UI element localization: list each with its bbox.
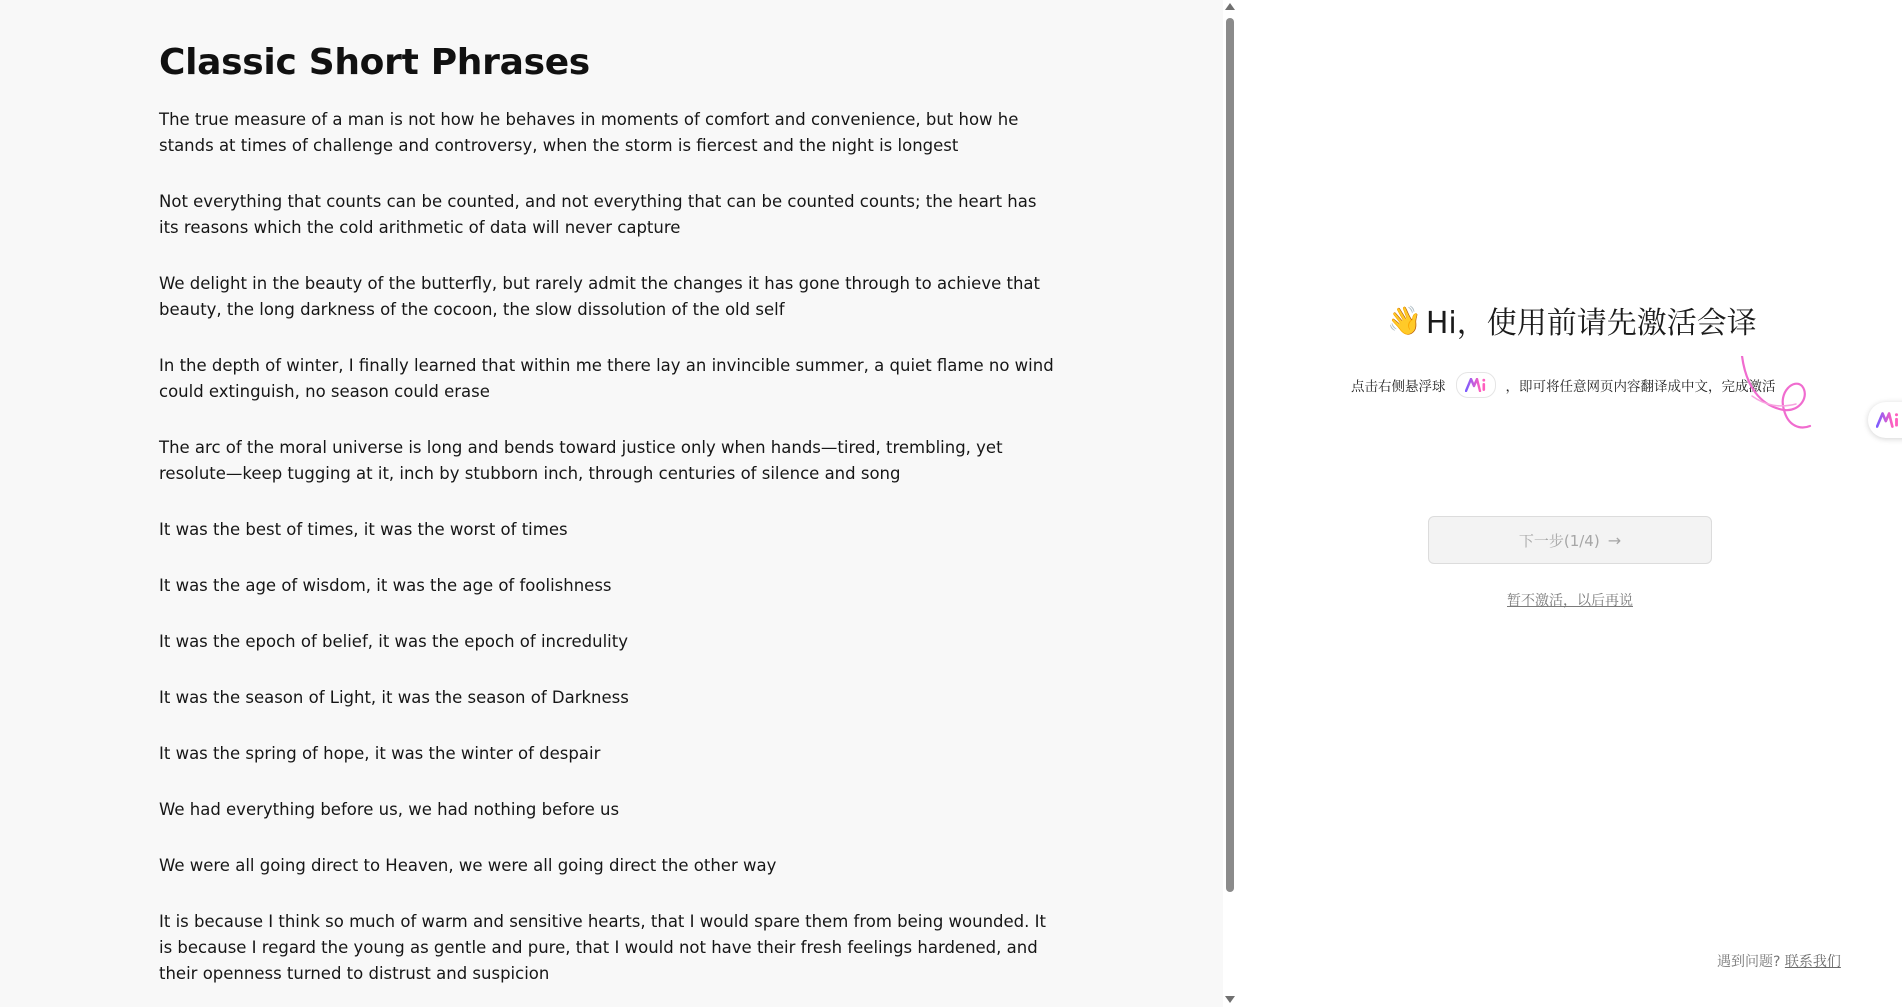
scrollbar-thumb[interactable]	[1226, 18, 1234, 892]
phrase-paragraph: We delight in the beauty of the butterfly, but rarely admit the changes it has gone through to achieve that beauty, the long darkness of the cocoon, the slow dissolution of the old self	[159, 274, 1041, 319]
waving-hand-icon: 👋	[1387, 303, 1422, 337]
instruction-text-before: 点击右侧悬浮球	[1351, 379, 1446, 395]
next-step-button[interactable]	[1428, 516, 1712, 564]
scroll-up-arrow-icon[interactable]	[1225, 3, 1235, 10]
phrase-paragraph: It was the spring of hope, it was the winter of despair	[159, 744, 601, 763]
app-logo-pill	[1456, 372, 1496, 398]
phrase-paragraph: It was the best of times, it was the worst of times	[159, 520, 568, 539]
phrase-paragraph: It was the epoch of belief, it was the epoch of incredulity	[159, 632, 628, 651]
phrase-paragraph: It was the season of Light, it was the season of Darkness	[159, 688, 629, 707]
contact-us-link[interactable]: 联系我们	[1784, 954, 1841, 970]
article-content	[159, 42, 1059, 1007]
phrase-paragraph: It was the age of wisdom, it was the age of foolishness	[159, 576, 612, 595]
phrase-paragraph: The arc of the moral universe is long and bends toward justice only when hands—tired, trembling, yet resolute—keep tugging at it, inch by stubborn inch, through centuries of silence and song	[159, 438, 1003, 483]
phrase-paragraph: The true measure of a man is not how he behaves in moments of comfort and convenience, but how he stands at times of challenge and controversy, when the storm is fiercest and the night is longest	[159, 110, 1019, 155]
arrow-right-icon: →	[1607, 530, 1622, 550]
phrase-paragraph: It is because I think so much of warm and sensitive hearts, that I would spare them from being wounded. It is because I regard the young as gentle and pure, that I would not have their fresh feelings hardened, and their openness turned to distrust and suspicion	[159, 912, 1046, 983]
skip-activation-link[interactable]: 暂不激活，以后再说	[1507, 593, 1633, 609]
app-logo-icon	[1876, 412, 1900, 428]
app-logo-icon	[1465, 378, 1487, 392]
instruction-text-after: ，即可将任意网页内容翻译成中文，完成激活	[1505, 379, 1776, 395]
activation-panel	[1237, 0, 1902, 1007]
help-text: 遇到问题?	[1717, 954, 1781, 970]
help-footer	[1717, 951, 1841, 971]
activation-heading-text: Hi，使用前请先激活会译	[1425, 306, 1757, 341]
scroll-down-arrow-icon[interactable]	[1225, 996, 1235, 1003]
phrase-paragraph: We were all going direct to Heaven, we were all going direct the other way	[159, 856, 777, 875]
activation-heading	[1387, 298, 1787, 342]
vertical-scrollbar[interactable]	[1223, 0, 1237, 1007]
phrase-paragraph: In the depth of winter, I finally learned that within me there lay an invincible summer, a quiet flame no wind could extinguish, no season could erase	[159, 356, 1054, 401]
phrase-paragraph: Not everything that counts can be counted, and not everything that can be counted counts; the heart has its reasons which the cold arithmetic of data will never capture	[159, 192, 1037, 237]
next-step-label: 下一步(1/4)	[1518, 531, 1600, 550]
pointer-curl-decoration	[1740, 356, 1826, 444]
phrase-paragraph: We had everything before us, we had nothing before us	[159, 800, 620, 819]
floating-translate-ball[interactable]	[1868, 402, 1902, 438]
page-title: Classic Short Phrases	[159, 42, 590, 83]
